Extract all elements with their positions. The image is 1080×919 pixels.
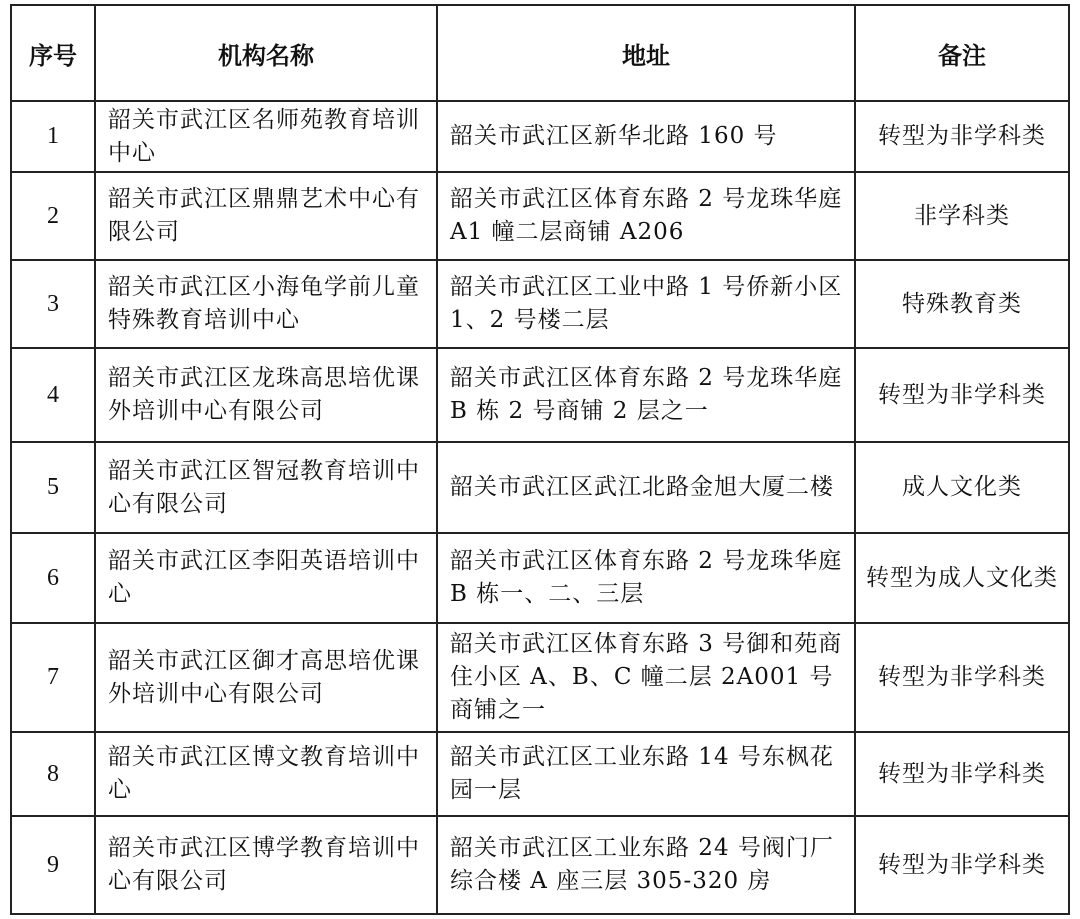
- row-name: 韶关市武江区名师苑教育培训中心: [95, 101, 437, 172]
- row-address: 韶关市武江区工业东路 24 号阀门厂综合楼 A 座三层 305-320 房: [437, 816, 855, 914]
- row-note: 特殊教育类: [855, 260, 1069, 348]
- row-no: 5: [11, 442, 95, 533]
- row-note: 非学科类: [855, 172, 1069, 260]
- table-row: [11, 816, 1069, 914]
- table-row: [11, 533, 1069, 623]
- row-no: 2: [11, 172, 95, 260]
- row-address: 韶关市武江区工业东路 14 号东枫花园一层: [437, 732, 855, 816]
- table-row: [11, 732, 1069, 816]
- row-note: 成人文化类: [855, 442, 1069, 533]
- row-name: 韶关市武江区龙珠高思培优课外培训中心有限公司: [95, 348, 437, 442]
- row-note: 转型为成人文化类: [855, 533, 1069, 623]
- row-address: 韶关市武江区体育东路 2 号龙珠华庭 B 栋 2 号商铺 2 层之一: [437, 348, 855, 442]
- header-no: 序号: [11, 5, 95, 101]
- row-name: 韶关市武江区御才高思培优课外培训中心有限公司: [95, 623, 437, 732]
- row-address: 韶关市武江区新华北路 160 号: [437, 101, 855, 172]
- row-note: 转型为非学科类: [855, 732, 1069, 816]
- table-row: [11, 101, 1069, 172]
- row-address: 韶关市武江区体育东路 3 号御和苑商住小区 A、B、C 幢二层 2A001 号商铺之一: [437, 623, 855, 732]
- row-note: 转型为非学科类: [855, 623, 1069, 732]
- row-no: 4: [11, 348, 95, 442]
- row-name: 韶关市武江区鼎鼎艺术中心有限公司: [95, 172, 437, 260]
- row-note: 转型为非学科类: [855, 348, 1069, 442]
- table-row: [11, 172, 1069, 260]
- row-no: 3: [11, 260, 95, 348]
- row-note: 转型为非学科类: [855, 816, 1069, 914]
- table-row: [11, 442, 1069, 533]
- row-no: 9: [11, 816, 95, 914]
- row-address: 韶关市武江区体育东路 2 号龙珠华庭 B 栋一、二、三层: [437, 533, 855, 623]
- row-name: 韶关市武江区博学教育培训中心有限公司: [95, 816, 437, 914]
- header-address: 地址: [437, 5, 855, 101]
- row-address: 韶关市武江区武江北路金旭大厦二楼: [437, 442, 855, 533]
- row-address: 韶关市武江区工业中路 1 号侨新小区 1、2 号楼二层: [437, 260, 855, 348]
- row-no: 7: [11, 623, 95, 732]
- row-address: 韶关市武江区体育东路 2 号龙珠华庭 A1 幢二层商铺 A206: [437, 172, 855, 260]
- institution-table: [10, 4, 1070, 915]
- institution-table-container: [10, 4, 1068, 915]
- row-no: 1: [11, 101, 95, 172]
- header-name: 机构名称: [95, 5, 437, 101]
- header-note: 备注: [855, 5, 1069, 101]
- table-row: [11, 348, 1069, 442]
- row-name: 韶关市武江区小海龟学前儿童特殊教育培训中心: [95, 260, 437, 348]
- row-no: 8: [11, 732, 95, 816]
- table-row: [11, 260, 1069, 348]
- table-row: [11, 623, 1069, 732]
- row-name: 韶关市武江区智冠教育培训中心有限公司: [95, 442, 437, 533]
- row-note: 转型为非学科类: [855, 101, 1069, 172]
- row-name: 韶关市武江区博文教育培训中心: [95, 732, 437, 816]
- row-no: 6: [11, 533, 95, 623]
- row-name: 韶关市武江区李阳英语培训中心: [95, 533, 437, 623]
- table-header-row: [11, 5, 1069, 101]
